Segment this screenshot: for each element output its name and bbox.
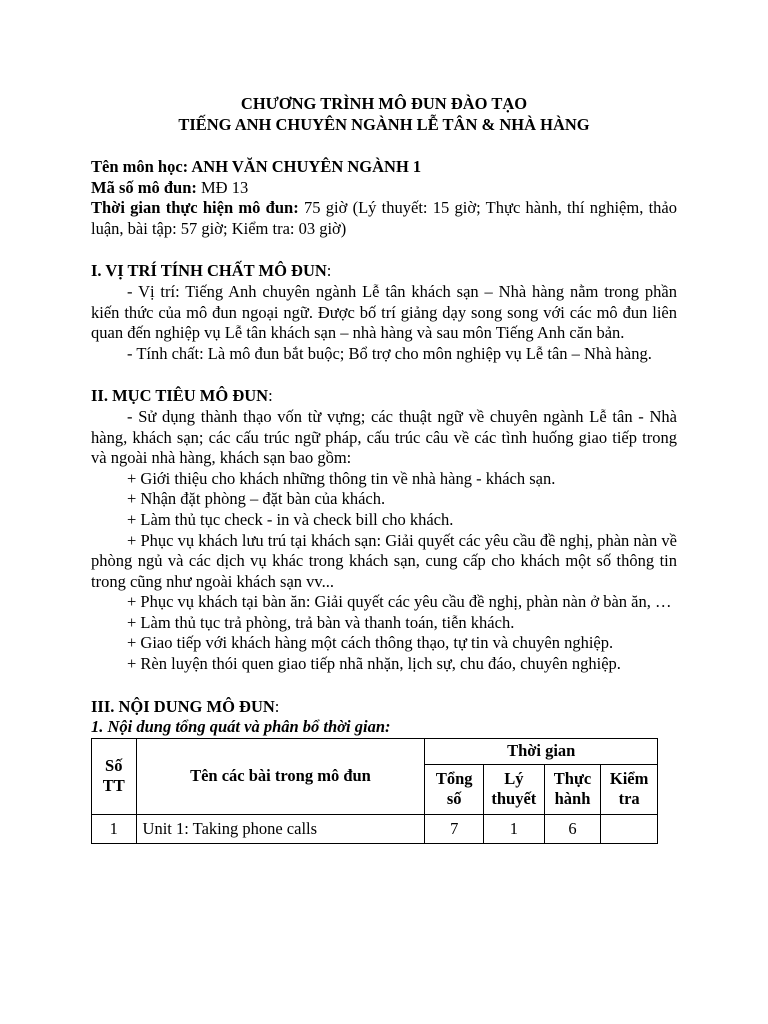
header-so-tt: Số TT bbox=[92, 738, 137, 814]
section-2-intro: - Sử dụng thành thạo vốn từ vựng; các thuật ngữ về chuyên ngành Lễ tân - Nhà hàng, khách sạn; các cấu trúc ngữ pháp, cấu trúc câu về các tình huống giao tiếp trong và ngoài nhà hàng, khách sạn bao gồm: bbox=[91, 406, 677, 468]
header-lesson-name: Tên các bài trong mô đun bbox=[136, 738, 425, 814]
table-row bbox=[92, 814, 658, 843]
section-1-position: - Vị trí: Tiếng Anh chuyên ngành Lễ tân khách sạn – Nhà hàng nằm trong phần kiến thức của mô đun ngoại ngữ. Được bố trí giảng dạy song song với các mô đun liên quan đến nghiệp vụ Lễ tân khách sạn – nhà hàng và sau môn Tiếng Anh căn bản. bbox=[91, 281, 677, 343]
section-3-heading: III. NỘI DUNG MÔ ĐUN: bbox=[91, 696, 280, 716]
objective-item: + Nhận đặt phòng – đặt bàn của khách. bbox=[127, 489, 386, 509]
module-duration-label: Thời gian thực hiện mô đun: bbox=[91, 198, 299, 218]
module-duration-value: 75 giờ (Lý thuyết: 15 giờ; Thực hành, thí nghiệm, thảo luận, bài tập: 57 giờ; Kiểm tra: 03 giờ) bbox=[91, 198, 678, 238]
module-content-table bbox=[91, 738, 658, 844]
objective-item: + Phục vụ khách tại bàn ăn: Giải quyết các yêu cầu đề nghị, phàn nàn ở bàn ăn, … bbox=[127, 592, 672, 612]
module-code-value: MĐ 13 bbox=[201, 177, 249, 197]
module-duration bbox=[91, 198, 677, 239]
header-total: Tổng số bbox=[425, 764, 484, 814]
cell-theory: 1 bbox=[483, 814, 544, 843]
module-code bbox=[91, 178, 677, 199]
document-page bbox=[91, 93, 677, 844]
cell-total: 7 bbox=[425, 814, 484, 843]
objective-item: + Làm thủ tục trả phòng, trả bàn và thanh toán, tiễn khách. bbox=[127, 612, 515, 632]
header-exam: Kiểm tra bbox=[601, 764, 658, 814]
header-time: Thời gian bbox=[425, 738, 658, 764]
objective-item: + Rèn luyện thói quen giao tiếp nhã nhặn, lịch sự, chu đáo, chuyên nghiệp. bbox=[127, 654, 621, 674]
cell-practice: 6 bbox=[544, 814, 601, 843]
objective-item: + Giới thiệu cho khách những thông tin về nhà hàng - khách sạn. bbox=[127, 468, 556, 488]
cell-exam bbox=[601, 814, 658, 843]
document-title-line-2: TIẾNG ANH CHUYÊN NGÀNH LỄ TÂN & NHÀ HÀNG bbox=[178, 115, 590, 134]
section-3-subheading: 1. Nội dung tổng quát và phân bổ thời gian: bbox=[91, 717, 391, 737]
objective-item: + Phục vụ khách lưu trú tại khách sạn: Giải quyết các yêu cầu đề nghị, phàn nàn về phòng ngủ và các dịch vụ khác trong khách sạn, cung cấp cho khách một số thông tin trong cũng như ngoài khách sạn vv... bbox=[91, 530, 677, 591]
module-code-label: Mã số mô đun: bbox=[91, 177, 197, 197]
header-theory: Lý thuyết bbox=[483, 764, 544, 814]
cell-stt: 1 bbox=[92, 814, 137, 843]
header-practice: Thực hành bbox=[544, 764, 601, 814]
objective-item: + Làm thủ tục check - in và check bill cho khách. bbox=[127, 509, 454, 529]
subject-name: Tên môn học: ANH VĂN CHUYÊN NGÀNH 1 bbox=[91, 157, 422, 176]
section-1-heading: I. VỊ TRÍ TÍNH CHẤT MÔ ĐUN: bbox=[91, 261, 332, 281]
section-2-heading: II. MỤC TIÊU MÔ ĐUN: bbox=[91, 386, 273, 406]
cell-lesson-name: Unit 1: Taking phone calls bbox=[136, 814, 425, 843]
section-1-nature: - Tính chất: Là mô đun bắt buộc; Bổ trợ cho môn nghiệp vụ Lễ tân – Nhà hàng. bbox=[127, 343, 652, 363]
document-title-line-1: CHƯƠNG TRÌNH MÔ ĐUN ĐÀO TẠO bbox=[240, 94, 528, 113]
objective-item: + Giao tiếp với khách hàng một cách thông thạo, tự tin và chuyên nghiệp. bbox=[127, 633, 614, 653]
